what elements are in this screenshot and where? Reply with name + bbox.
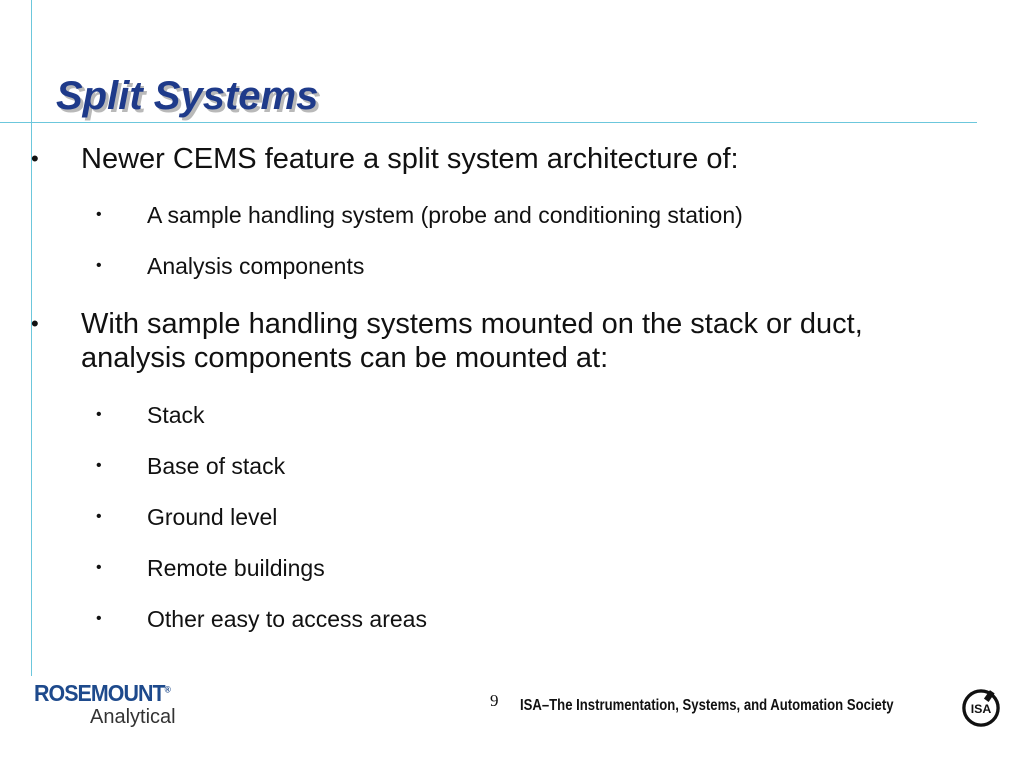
sub-bullet-marker: • (96, 206, 102, 223)
sub-bullet-marker: • (96, 457, 102, 474)
rosemount-wordmark: ROSEMOUNT® (34, 680, 170, 706)
bullet-text: With sample handling systems mounted on the stack or duct, analysis components can be mounted at: (81, 308, 863, 374)
bullet-marker: • (31, 311, 39, 336)
analytical-subtitle: Analytical (90, 706, 176, 728)
bullet-marker: • (31, 146, 39, 171)
sub-bullet-text: Remote buildings (147, 555, 325, 581)
isa-logo-icon (962, 689, 1000, 727)
sub-bullet-text: A sample handling system (probe and conditioning station) (147, 202, 743, 228)
sub-bullet-marker: • (96, 508, 102, 525)
sub-bullet-marker: • (96, 610, 102, 627)
sub-bullet-marker: • (96, 406, 102, 423)
sub-bullet-text: Base of stack (147, 453, 286, 479)
sub-bullet-text: Analysis components (147, 253, 365, 279)
bullet-text: Newer CEMS feature a split system architecture of: (81, 143, 739, 175)
sub-bullet-marker: • (96, 559, 102, 576)
rosemount-analytical-logo (34, 680, 194, 732)
sub-bullet-text: Stack (147, 402, 205, 428)
slide-title: Split Systems (56, 74, 319, 118)
title-divider-line (0, 122, 977, 123)
sub-bullet-marker: • (96, 257, 102, 274)
isa-logo-text: ISA (970, 702, 992, 717)
isa-society-name: ISA–The Instrumentation, Systems, and Automation Society (520, 697, 894, 714)
sub-bullet-text: Ground level (147, 504, 278, 530)
sub-bullet-text: Other easy to access areas (147, 606, 427, 632)
registered-mark: ® (164, 684, 170, 695)
page-number: 9 (490, 691, 499, 710)
